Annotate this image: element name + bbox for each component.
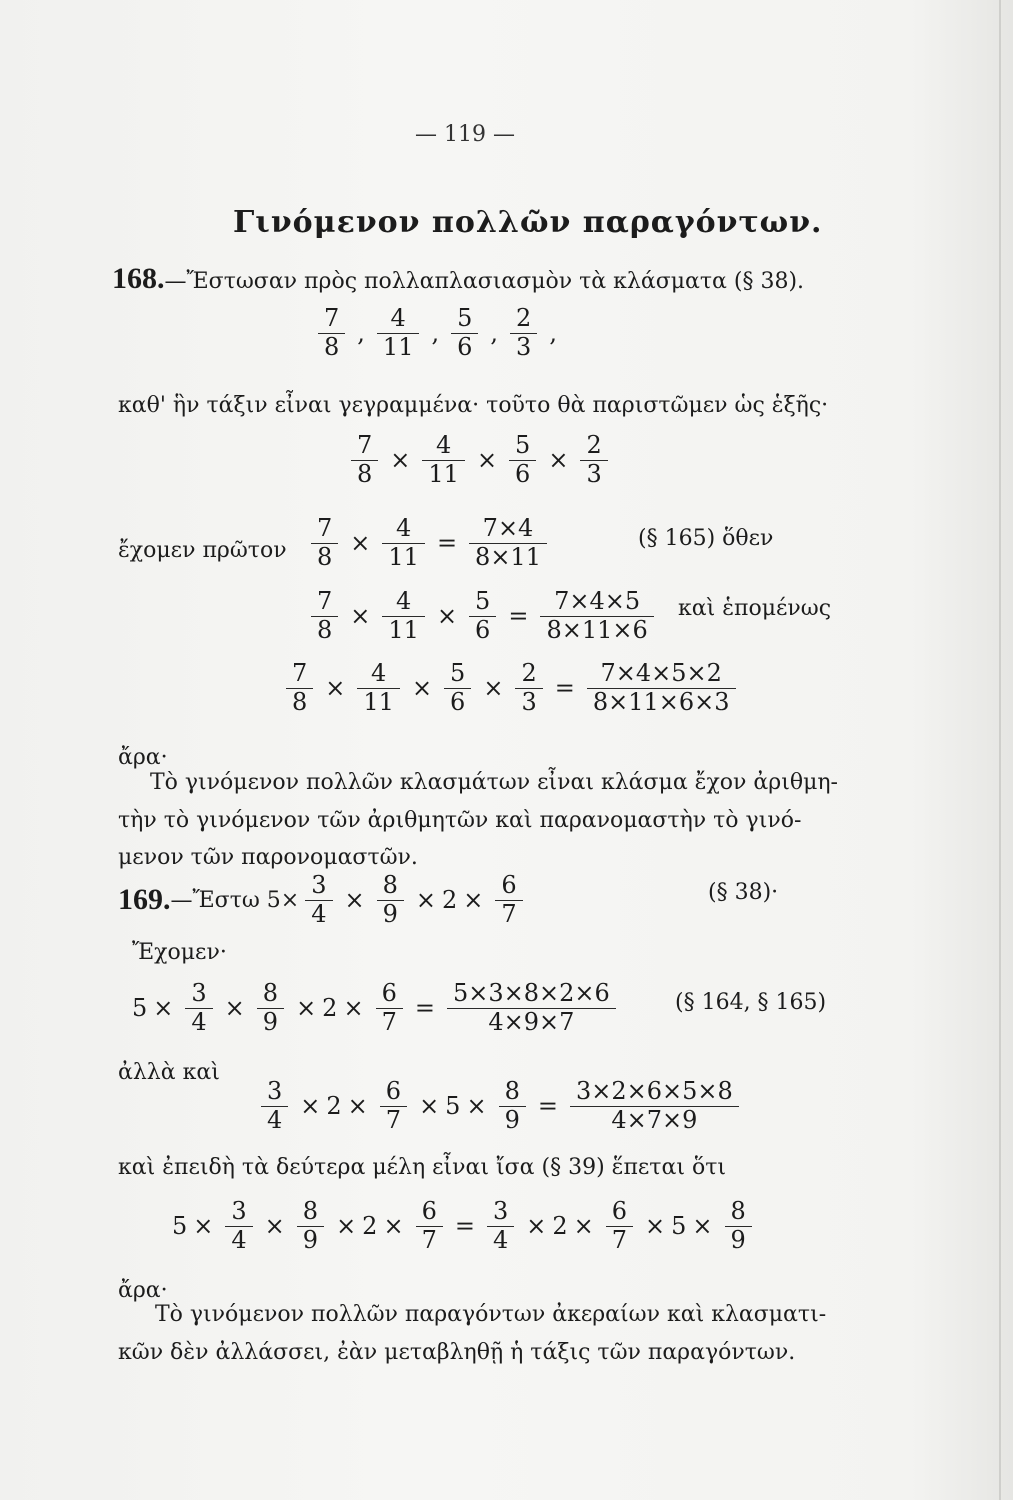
s168-product (345, 432, 614, 488)
denominator: 7 (421, 1225, 437, 1254)
denominator: 11 (363, 687, 394, 716)
numerator: 4 (396, 514, 412, 542)
s168-first-label: ἔχομεν πρῶτον (118, 538, 287, 563)
numerator: 5 (515, 431, 531, 459)
s169-echomen: Ἔχομεν· (132, 940, 227, 965)
fraction (422, 432, 465, 488)
s168-eq1 (305, 515, 553, 571)
denominator: 8 (317, 542, 333, 571)
s168-conclusion-line: Τὸ γινόμενον πολλῶν κλασμάτων εἶναι κλάσμα ἔχον ἀριθμη- (150, 770, 838, 795)
s168-conclusion-line: τὴν τὸ γινόμενον τῶν ἀριθμητῶν καὶ παρανομαστὴν τὸ γινό- (118, 808, 802, 833)
numerator: 6 (421, 1197, 437, 1225)
s168-intro: —Ἔστωσαν πρὸς πολλαπλασιασμὸν τὰ κλάσματα (§ 38). (164, 269, 805, 294)
operator: × (224, 994, 245, 1023)
denominator: 3 (521, 687, 537, 716)
operator: , (549, 319, 557, 348)
numerator: 7×4×5×2 (600, 659, 722, 687)
fraction (261, 1078, 288, 1134)
denominator: 4×9×7 (488, 1007, 575, 1036)
denominator: 9 (504, 1105, 520, 1134)
operator: × (436, 602, 458, 631)
operator: × (463, 886, 484, 915)
fraction (305, 872, 332, 928)
denominator: 8 (324, 332, 340, 361)
numerator: 7 (292, 659, 308, 687)
operator: × (390, 446, 411, 475)
denominator: 3 (586, 459, 602, 488)
numerator: 4 (390, 304, 406, 332)
operator: = (454, 1212, 475, 1241)
operator: × (411, 674, 433, 703)
operator: × (419, 1092, 440, 1121)
fraction (469, 515, 547, 571)
denominator: 4 (311, 899, 327, 928)
numerator: 6 (381, 979, 397, 1007)
denominator: 3 (516, 332, 532, 361)
s168-conclusion-line: μενον τῶν παρονομαστῶν. (118, 845, 418, 870)
fraction (510, 305, 537, 361)
numerator: 2 (521, 659, 537, 687)
numerator: 5 (450, 659, 466, 687)
numerator: 5×3×8×2×6 (452, 979, 610, 1007)
denominator: 6 (457, 332, 473, 361)
fraction (351, 432, 378, 488)
operator: × (548, 446, 569, 475)
numerator: 3×2×6×5×8 (575, 1077, 733, 1105)
s169-eq1: 5 × $\frac{3}{4}$ × $\frac{8}{9}$ × 2 × $\frac{6}{7}$ = $\frac{5\times 3\times 8\times 2\times 6}{4\times 9\times 7}$ (132, 980, 622, 1036)
s168-fraction-list (312, 305, 563, 361)
fraction (382, 515, 425, 571)
operator: × (692, 1212, 713, 1241)
denominator: 4 (267, 1105, 283, 1134)
numerator: 7 (317, 587, 333, 615)
numerator: 7×4 (482, 514, 534, 542)
numerator: 4 (396, 587, 412, 615)
s168-intro-line (112, 262, 804, 296)
fraction (185, 980, 212, 1036)
operator: × (645, 1212, 666, 1241)
fraction (311, 588, 338, 644)
fraction (606, 1198, 633, 1254)
fraction (377, 305, 420, 361)
operator: × (466, 1092, 487, 1121)
operator: × (336, 1212, 357, 1241)
denominator: 9 (730, 1225, 746, 1254)
s168-eq3 (280, 660, 742, 716)
fraction (540, 588, 653, 644)
fraction (377, 872, 404, 928)
operator: × (483, 674, 504, 703)
s169-number: 169. (118, 883, 171, 917)
numerator: 7 (324, 304, 340, 332)
fraction (515, 660, 542, 716)
s168-ara: ἄρα· (118, 745, 168, 770)
operator: × (476, 446, 498, 475)
s169-conclusion-line: Τὸ γινόμενον πολλῶν παραγόντων ἀκεραίων καὶ κλασματι- (155, 1302, 827, 1327)
operator: × (296, 994, 317, 1023)
numerator: 6 (611, 1197, 628, 1225)
numerator: 8 (382, 871, 398, 899)
operator: × (573, 1212, 594, 1241)
fraction (376, 980, 403, 1036)
s169-alla: ἀλλὰ καὶ (118, 1060, 220, 1085)
s168-eq2 (305, 588, 660, 644)
denominator: 11 (388, 542, 419, 571)
s169-ref: (§ 38)· (708, 880, 779, 905)
page-edge (999, 0, 1001, 1500)
fraction (286, 660, 313, 716)
fraction (297, 1198, 324, 1254)
numerator: 5 (457, 304, 473, 332)
operator: = (414, 994, 435, 1023)
operator: × (350, 529, 371, 558)
operator: × (325, 674, 346, 703)
numerator: 8 (730, 1197, 746, 1225)
s169-eq2: $\frac{3}{4}$ × 2 × $\frac{6}{7}$ × 5 × $\frac{8}{9}$ = $\frac{3\times 2\times 6\times 5\times 8}{4\times 7\times 9}$ (255, 1078, 745, 1134)
denominator: 9 (262, 1007, 279, 1036)
denominator: 4 (191, 1007, 207, 1036)
fraction (509, 432, 536, 488)
fraction (570, 1078, 739, 1134)
denominator: 8 (292, 687, 308, 716)
denominator: 6 (515, 459, 531, 488)
numerator: 7 (357, 431, 373, 459)
denominator: 6 (475, 615, 491, 644)
denominator: 7 (381, 1007, 397, 1036)
fraction (382, 588, 425, 644)
numerator: 3 (231, 1197, 247, 1225)
denominator: 7 (611, 1225, 628, 1254)
denominator: 7 (385, 1105, 402, 1134)
denominator: 4 (231, 1225, 247, 1254)
fraction (587, 660, 736, 716)
s169-eq3: 5 × $\frac{3}{4}$ × $\frac{8}{9}$ × 2 × $\frac{6}{7}$ = $\frac{3}{4}$ × 2 × $\frac{6}{7}$ × 5 × $\frac{8}{9}$ (172, 1198, 758, 1254)
denominator: 8 (357, 459, 373, 488)
s169-ara: ἄρα· (118, 1278, 168, 1303)
fraction (725, 1198, 752, 1254)
s169-eq1-ref: (§ 164, § 165) (675, 990, 827, 1015)
numerator: 6 (385, 1077, 402, 1105)
fraction (487, 1198, 514, 1254)
fraction (499, 1078, 526, 1134)
section-title: Γινόμενον πολλῶν παραγόντων. (233, 205, 823, 240)
s169-conclusion-line: κῶν δὲν ἀλλάσσει, ἐὰν μεταβληθῇ ἡ τάξις τῶν παραγόντων. (118, 1340, 796, 1365)
operator: × (350, 602, 371, 631)
denominator: 8×11 (475, 542, 541, 571)
numerator: 7 (317, 514, 333, 542)
operator: × (300, 1092, 321, 1121)
numerator: 4 (371, 659, 387, 687)
s169-product: $\frac{3}{4}$ × $\frac{8}{9}$ × 2 × $\frac{6}{7}$ (299, 872, 528, 928)
fraction (451, 305, 478, 361)
numerator: 8 (262, 979, 279, 1007)
s168-number: 168. (112, 262, 165, 295)
fraction (444, 660, 471, 716)
numerator: 3 (492, 1197, 509, 1225)
operator: × (153, 994, 174, 1023)
operator: = (508, 602, 529, 631)
denominator: 11 (388, 615, 419, 644)
denominator: 6 (450, 687, 466, 716)
operator: = (537, 1092, 558, 1121)
s169-intro: —Ἔστω 5× (170, 887, 300, 913)
fraction (416, 1198, 443, 1254)
operator: , (490, 319, 499, 348)
operator: × (264, 1212, 285, 1241)
operator: × (415, 886, 437, 915)
denominator: 8×11×6×3 (592, 687, 730, 716)
numerator: 3 (191, 979, 207, 1007)
fraction (257, 980, 284, 1036)
numerator: 4 (436, 431, 452, 459)
fraction (311, 515, 338, 571)
fraction (380, 1078, 407, 1134)
operator: = (554, 674, 575, 703)
denominator: 7 (501, 899, 517, 928)
numerator: 6 (501, 871, 517, 899)
numerator: 2 (516, 304, 532, 332)
denominator: 11 (382, 332, 414, 361)
operator: × (344, 886, 365, 915)
numerator: 7×4×5 (554, 587, 641, 615)
denominator: 11 (428, 459, 459, 488)
s168-line2: καθ' ἣν τάξιν εἶναι γεγραμμένα· τοῦτο θὰ παριστῶμεν ὡς ἑξῆς· (118, 393, 829, 418)
operator: × (347, 1092, 368, 1121)
numerator: 3 (267, 1077, 283, 1105)
operator: × (343, 994, 364, 1023)
fraction (469, 588, 496, 644)
s169-intro-line (118, 872, 529, 928)
fraction (495, 872, 522, 928)
s168-eq1-tail: (§ 165) ὅθεν (638, 526, 774, 551)
denominator: 9 (382, 899, 398, 928)
s169-since: καὶ ἐπειδὴ τὰ δεύτερα μέλη εἶναι ἴσα (§ 39) ἕπεται ὅτι (118, 1155, 726, 1180)
fraction (580, 432, 607, 488)
denominator: 9 (302, 1225, 319, 1254)
fraction (447, 980, 616, 1036)
operator: , (357, 319, 365, 348)
operator: = (436, 529, 458, 558)
operator: × (193, 1212, 214, 1241)
numerator: 2 (586, 431, 602, 459)
operator: , (431, 319, 440, 348)
denominator: 8 (317, 615, 333, 644)
operator: × (526, 1212, 547, 1241)
numerator: 8 (302, 1197, 319, 1225)
fraction (357, 660, 400, 716)
denominator: 4 (492, 1225, 509, 1254)
page-number: — 119 — (415, 122, 515, 147)
denominator: 8×11×6 (546, 615, 648, 644)
s168-eq2-tail: καὶ ἑπομένως (678, 596, 832, 621)
numerator: 8 (504, 1077, 520, 1105)
numerator: 3 (311, 871, 327, 899)
fraction (318, 305, 345, 361)
denominator: 4×7×9 (611, 1105, 698, 1134)
fraction (225, 1198, 252, 1254)
operator: × (383, 1212, 404, 1241)
numerator: 5 (475, 587, 491, 615)
